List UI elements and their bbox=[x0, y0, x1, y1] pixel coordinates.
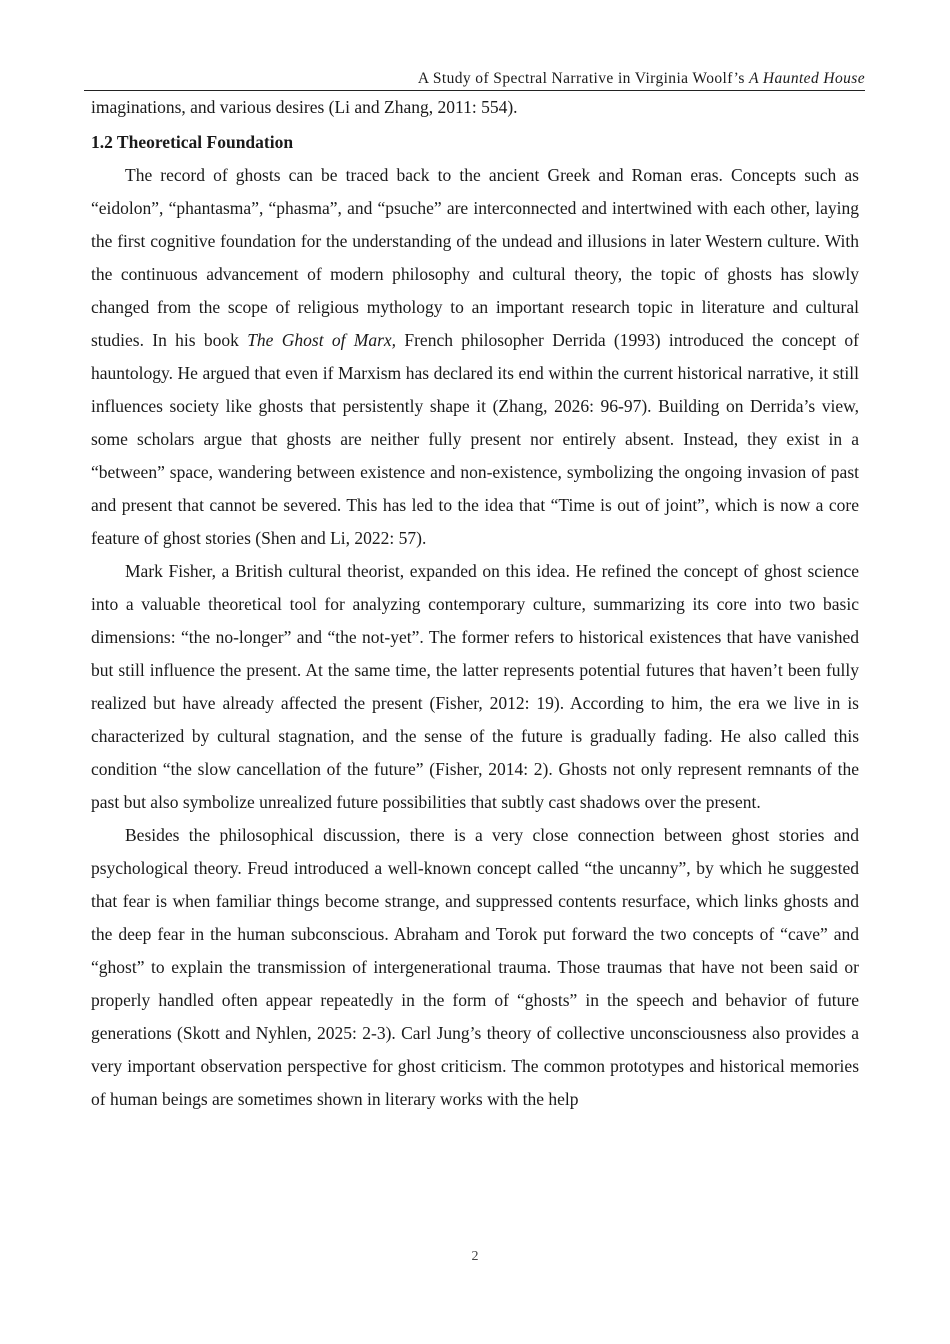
running-header bbox=[84, 69, 865, 89]
book-title-italic: The Ghost of Marx, bbox=[247, 330, 397, 350]
page-number: 2 bbox=[471, 1249, 479, 1264]
paragraph-2: Mark Fisher, a British cultural theorist, expanded on this idea. He refined the concept of ghost science into a valuable theoretical tool for analyzing contemporary culture, summarizing its core into two basic dimensions: “the no-longer” and “the not-yet”. The former refers to historical existences that have vanished but still influence the present. At the same time, the latter represents potential futures that haven’t been fully realized but have already affected the present (Fisher, 2012: 19). According to him, the era we live in is characterized by cultural stagnation, and the sense of the future is gradually fading. He also called this condition “the slow cancellation of the future” (Fisher, 2014: 2). Ghosts not only represent remnants of the past but also symbolize unrealized future possibilities that subtly cast shadows over the present. bbox=[91, 561, 859, 812]
page-body bbox=[91, 91, 859, 1116]
running-header-title: A Study of Spectral Narrative in Virginia Woolf’s bbox=[417, 70, 750, 87]
section-heading: 1.2 Theoretical Foundation bbox=[91, 132, 294, 152]
paragraph-1 bbox=[91, 159, 859, 555]
paragraph-1-text-a: The record of ghosts can be traced back to the ancient Greek and Roman eras. Concepts such as “eidolon”, “phantasma”, “phasma”, and “psuche” are interconnected and intertwined with each other, laying the first cognitive foundation for the understanding of the undead and illusions in later Western culture. With the continuous advancement of modern philosophy and cultural theory, the topic of ghosts has slowly changed from the scope of religious mythology to an important research topic in literature and cultural studies. In his book bbox=[91, 165, 859, 350]
running-header-italic-title: A Haunted House bbox=[749, 70, 865, 87]
continuation-line: imaginations, and various desires (Li and Zhang, 2011: 554). bbox=[91, 97, 518, 117]
paragraph-3: Besides the philosophical discussion, there is a very close connection between ghost stories and psychological theory. Freud introduced a well-known concept called “the uncanny”, by which he suggested that fear is when familiar things become strange, and suppressed contents resurface, which links ghosts and the deep fear in the human subconscious. Abraham and Torok put forward the two concepts of “cave” and “ghost” to explain the transmission of intergenerational trauma. Those traumas that have not been said or properly handled often appear repeatedly in the form of “ghosts” in the speech and behavior of future generations (Skott and Nyhlen, 2025: 2-3). Carl Jung’s theory of collective unconsciousness also provides a very important observation perspective for ghost criticism. The common prototypes and historical memories of human beings are sometimes shown in literary works with the help bbox=[91, 825, 859, 1109]
paragraph-1-text-b: French philosopher Derrida (1993) introduced the concept of hauntology. He argued that even if Marxism has declared its end within the current historical narrative, it still influences society like ghosts that persistently shape it (Zhang, 2026: 96-97). Building on Derrida’s view, some scholars argue that ghosts are neither fully present nor entirely absent. Instead, they exist in a “between” space, wandering between existence and non-existence, symbolizing the ongoing invasion of past and present that cannot be severed. This has led to the idea that “Time is out of joint”, which is now a core feature of ghost stories (Shen and Li, 2022: 57). bbox=[91, 330, 859, 548]
